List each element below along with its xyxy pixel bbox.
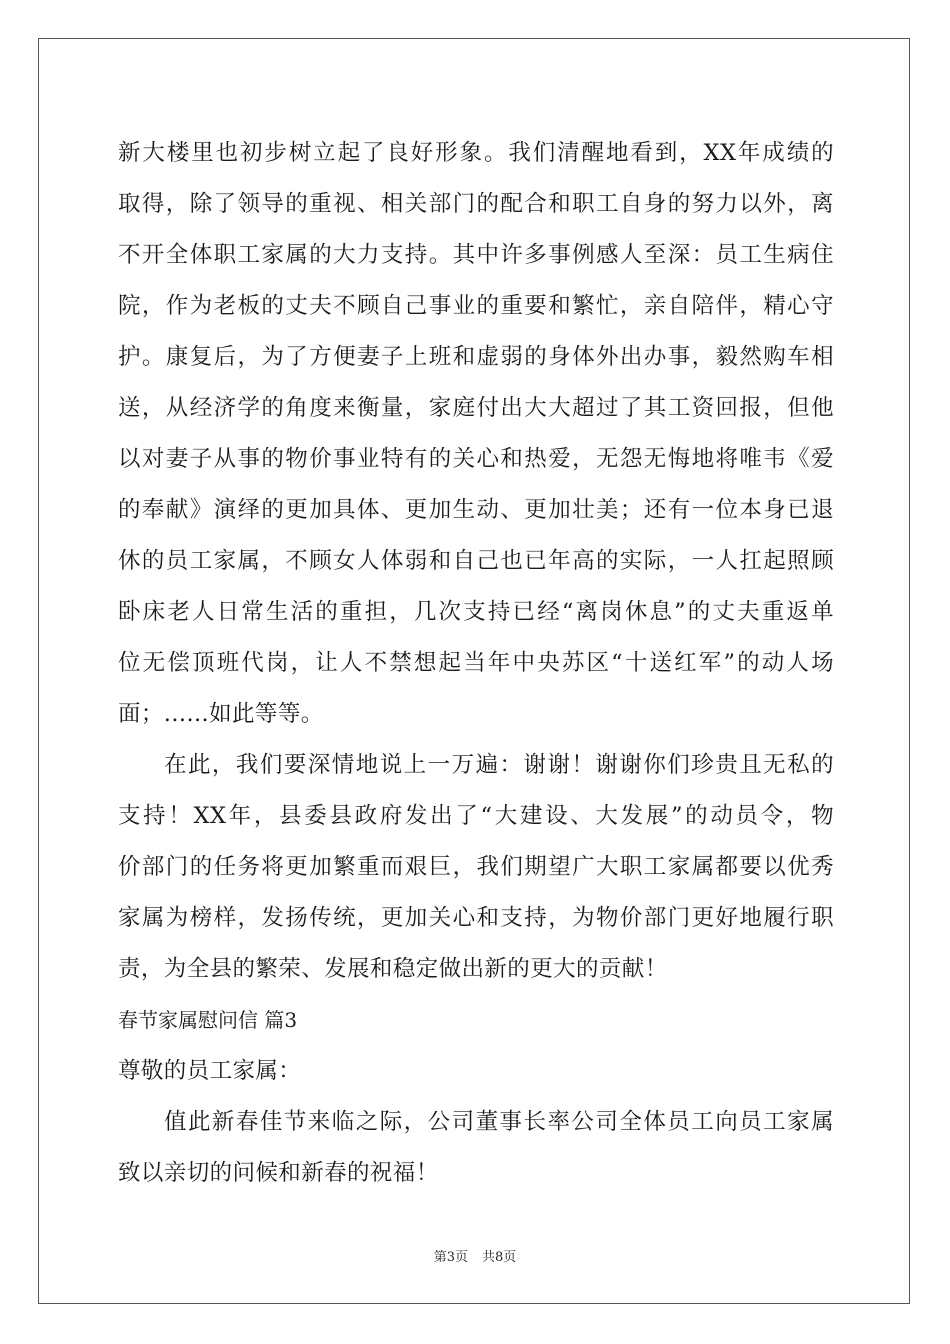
text-line: 家属为榜样，发扬传统，更加关心和支持，为物价部门更好地履行职 bbox=[118, 905, 834, 931]
text-line: 面；......如此等等。 bbox=[118, 701, 324, 727]
text-line: 送，从经济学的角度来衡量，家庭付出大大超过了其工资回报，但他 bbox=[118, 395, 834, 421]
section-title: 春节家属慰问信 篇3 bbox=[118, 1008, 298, 1032]
document-body bbox=[118, 128, 834, 1199]
text-line: 位无偿顶班代岗，让人不禁想起当年中央苏区“十送红军”的动人场 bbox=[118, 650, 834, 676]
text-line: 护。康复后，为了方便妻子上班和虚弱的身体外出办事，毅然购车相 bbox=[118, 344, 834, 370]
text-line: 卧床老人日常生活的重担，几次支持已经“离岗休息”的丈夫重返单 bbox=[118, 599, 834, 625]
text-line: 致以亲切的问候和新春的祝福！ bbox=[118, 1160, 439, 1186]
text-line: 以对妻子从事的物价事业特有的关心和热爱，无怨无悔地将唯韦《爱 bbox=[118, 446, 834, 472]
text-line: 责，为全县的繁荣、发展和稳定做出新的更大的贡献！ bbox=[118, 956, 668, 982]
text-line: 值此新春佳节来临之际，公司董事长率公司全体员工向员工家属 bbox=[164, 1109, 834, 1135]
paragraph-greeting bbox=[118, 1097, 834, 1199]
salutation: 尊敬的员工家属： bbox=[118, 1058, 302, 1084]
page-footer bbox=[0, 1246, 950, 1265]
paragraph-family-support bbox=[118, 128, 834, 740]
text-line: 院，作为老板的丈夫不顾自己事业的重要和繁忙，亲自陪伴，精心守 bbox=[118, 293, 834, 319]
text-line: 价部门的任务将更加繁重而艰巨，我们期望广大职工家属都要以优秀 bbox=[118, 854, 834, 880]
page-number: 第3页 bbox=[433, 1250, 468, 1265]
page-total: 共8页 bbox=[482, 1250, 517, 1265]
text-line: 支持！XX年，县委县政府发出了“大建设、大发展”的动员令，物 bbox=[118, 803, 834, 829]
text-line: 新大楼里也初步树立起了良好形象。我们清醒地看到，XX年成绩的 bbox=[118, 140, 834, 166]
text-line: 的奉献》演绎的更加具体、更加生动、更加壮美；还有一位本身已退 bbox=[118, 497, 834, 523]
text-line: 取得，除了领导的重视、相关部门的配合和职工自身的努力以外，离 bbox=[118, 191, 834, 217]
text-line: 在此，我们要深情地说上一万遍：谢谢！谢谢你们珍贵且无私的 bbox=[164, 752, 834, 778]
paragraph-thanks bbox=[118, 740, 834, 995]
text-line: 不开全体职工家属的大力支持。其中许多事例感人至深：员工生病住 bbox=[118, 242, 834, 268]
text-line: 休的员工家属，不顾女人体弱和自己也已年高的实际，一人扛起照顾 bbox=[118, 548, 834, 574]
